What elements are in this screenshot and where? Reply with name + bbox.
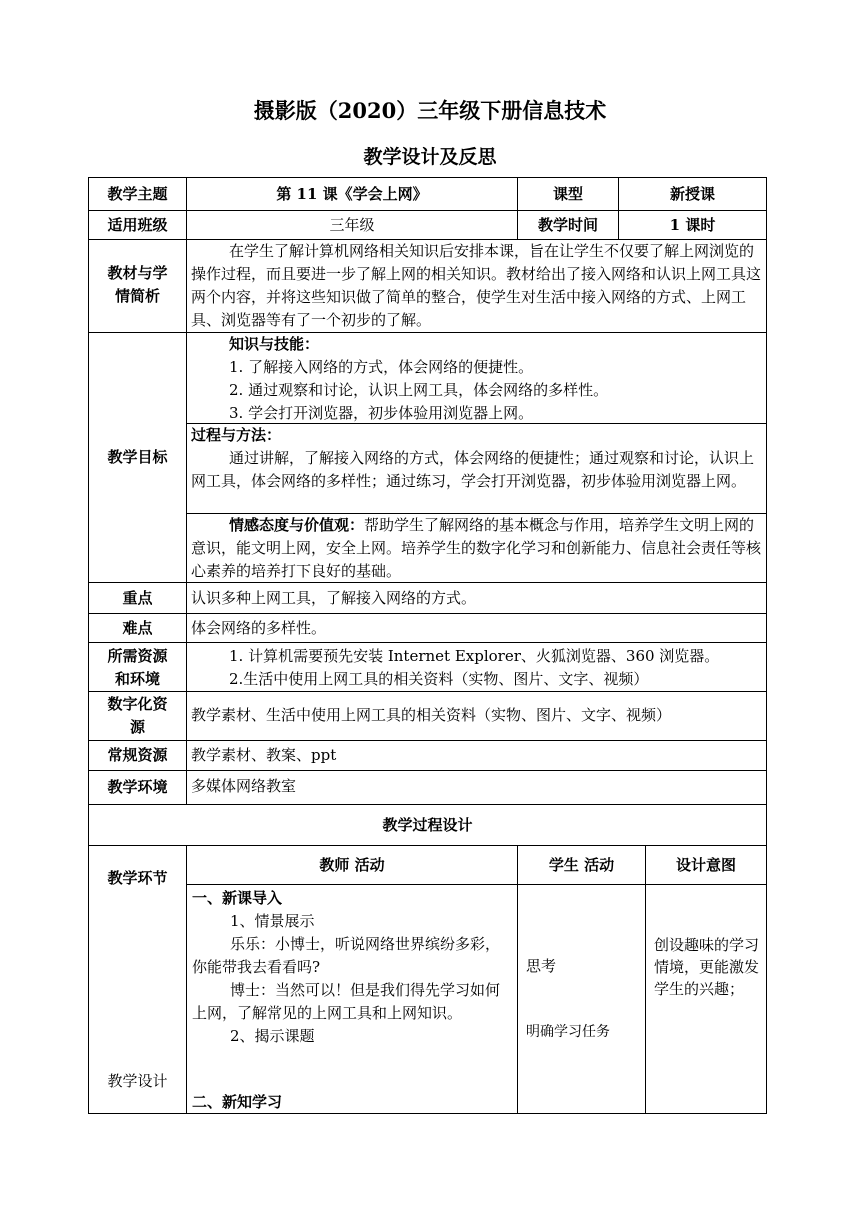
env-label: 教学环境: [107, 778, 168, 796]
env-value: 多媒体网络教室: [191, 777, 297, 795]
knowledge-item: 2. 通过观察和讨论，认识上网工具，体会网络的多样性。: [229, 381, 609, 399]
knowledge-block: [191, 333, 762, 425]
stage-header: 教学环节: [107, 869, 168, 887]
document-title: 摄影版（2020）三年级下册信息技术: [253, 98, 607, 123]
knowledge-title: 知识与技能：: [229, 335, 320, 353]
section-new-knowledge-title: 二、新知学习: [192, 1093, 283, 1111]
regular-value: 教学素材、教案、ppt: [191, 746, 337, 764]
key-label: 重点: [122, 588, 153, 607]
resources-label-line-2: 和环境: [114, 670, 160, 688]
analysis-label-line-1: 教材与学: [107, 264, 168, 282]
topic-value: 第 11 课《学会上网》: [276, 184, 428, 203]
analysis-label: [89, 262, 186, 308]
knowledge-item: 3. 学会打开浏览器，初步体验用浏览器上网。: [229, 404, 534, 422]
document-subtitle: 教学设计及反思: [363, 146, 497, 168]
process-title: 过程与方法：: [191, 426, 282, 444]
digital-label-line-2: 源: [129, 718, 145, 736]
resources-value: [191, 645, 762, 691]
class-value: 三年级: [329, 215, 375, 234]
teacher-step: 1、情景展示: [230, 912, 315, 930]
resources-item: 1. 计算机需要预先安装 Internet Explorer、火狐浏览器、360 浏览器。: [229, 647, 720, 665]
topic-label: 教学主题: [107, 184, 168, 203]
teacher-header: 教师 活动: [319, 855, 385, 874]
goals-label: 教学目标: [107, 448, 168, 466]
type-label: 课型: [552, 184, 583, 203]
type-value: 新授课: [669, 184, 715, 203]
emotion-title: 情感态度与价值观：: [229, 516, 365, 534]
key-value: 认识多种上网工具，了解接入网络的方式。: [191, 589, 477, 607]
stage-value: 教学设计: [107, 1072, 168, 1090]
teacher-step: 2、揭示课题: [230, 1027, 315, 1045]
time-label: 教学时间: [537, 215, 598, 234]
resources-label-line-1: 所需资源: [107, 647, 168, 665]
class-label: 适用班级: [107, 215, 168, 234]
knowledge-item: 1. 了解接入网络的方式，体会网络的便捷性。: [229, 358, 534, 376]
digital-label-line-1: 数字化资: [107, 695, 168, 713]
digital-label: [89, 693, 186, 739]
difficulty-label: 难点: [122, 618, 153, 637]
digital-value: 教学素材、生活中使用上网工具的相关资料（实物、图片、文字、视频）: [191, 706, 672, 724]
analysis-label-line-2: 情简析: [114, 287, 160, 305]
student-task: 明确学习任务: [526, 1024, 610, 1040]
time-value: 1 课时: [669, 215, 716, 234]
difficulty-value: 体会网络的多样性。: [191, 619, 327, 637]
teacher-activity: [192, 887, 512, 1048]
process-block: [191, 424, 762, 493]
resources-item: 2.生活中使用上网工具的相关资料（实物、图片、文字、视频）: [229, 670, 649, 688]
process-header: 教学过程设计: [382, 815, 473, 834]
analysis-text: 在学生了解计算机网络相关知识后安排本课，旨在让学生不仅要了解上网浏览的操作过程，而且要进一步了解上网的相关知识。教材给出了接入网络和认识上网工具这两个内容，并将这些知识做了简单的整合，使学生对生活中接入网络的方式、上网工具、浏览器等有了一个初步的了解。: [191, 242, 762, 329]
emotion-block: [191, 514, 762, 583]
resources-label: [89, 645, 186, 691]
regular-label: 常规资源: [107, 746, 168, 764]
design-intent: 创设趣味的学习情境，更能激发学生的兴趣；: [654, 936, 760, 998]
emotion-text: 帮助学生了解网络的基本概念与作用，培养学生文明上网的意识，能文明上网，安全上网。培养学生的数字化学习和创新能力、信息社会责任等核心素养的培养打下良好的基础。: [191, 516, 762, 580]
student-think: 思考: [526, 957, 557, 975]
intent-header: 设计意图: [675, 855, 736, 874]
section-intro-title: 一、新课导入: [192, 889, 283, 907]
process-text: 通过讲解，了解接入网络的方式，体会网络的便捷性；通过观察和讨论，认识上网工具，体会网络的多样性；通过练习，学会打开浏览器，初步体验用浏览器上网。: [191, 449, 755, 490]
student-header: 学生 活动: [548, 855, 615, 874]
teacher-dialogue: 博士：当然可以！但是我们得先学习如何上网，了解常见的上网工具和上网知识。: [192, 981, 501, 1022]
teacher-dialogue: 乐乐：小博士，听说网络世界缤纷多彩，你能带我去看看吗?: [192, 935, 501, 976]
